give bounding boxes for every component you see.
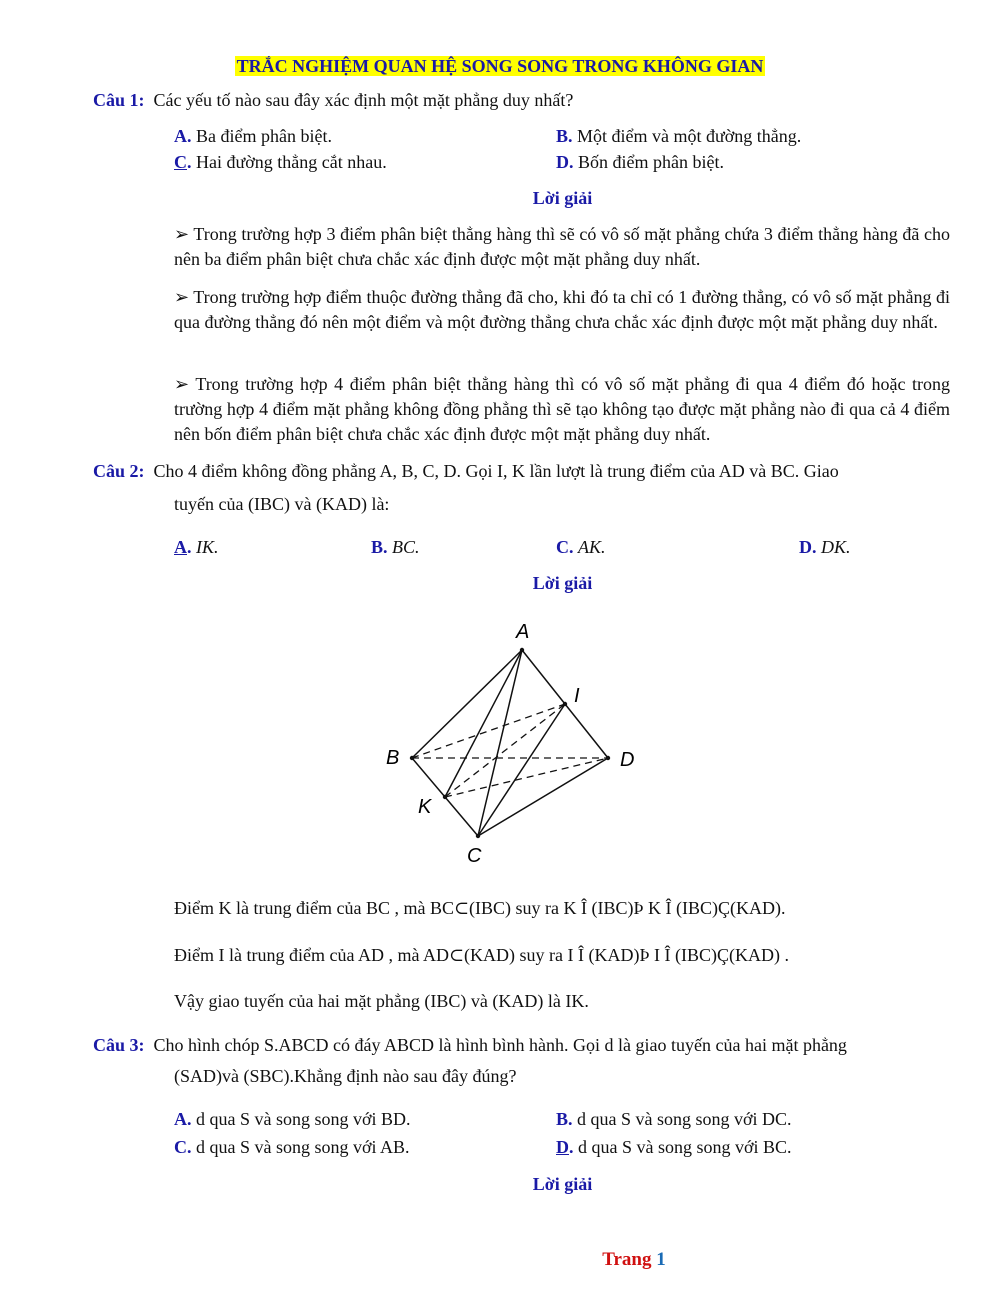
- option-text: d qua S và song song với BD.: [196, 1109, 411, 1129]
- option-letter-dot: .: [569, 1137, 574, 1157]
- option-letter: D.: [799, 537, 817, 557]
- question-2-line-2: tuyến của (IBC) và (KAD) là:: [174, 494, 390, 514]
- point-c: [476, 834, 480, 838]
- segment-kd-hidden: [445, 758, 608, 797]
- question-3-line-2: (SAD)và (SBC).Khẳng định nào sau đây đúng?: [174, 1066, 517, 1086]
- option-c: [174, 1137, 410, 1158]
- option-text: d qua S và song song với DC.: [577, 1109, 792, 1129]
- option-d-correct: [556, 1137, 792, 1158]
- label-a: A: [516, 621, 530, 643]
- bullet-arrow-icon: ➢: [174, 224, 190, 244]
- option-text: d qua S và song song với AB.: [196, 1137, 410, 1157]
- segment-ic: [478, 704, 565, 836]
- option-letter: B.: [556, 1109, 573, 1129]
- option-d: [556, 152, 724, 173]
- explanation-text: Trong trường hợp 3 điểm phân biệt thẳng hàng thì sẽ có vô số mặt phẳng chứa 3 điểm thẳng hàng đã cho nên ba điểm phân biệt chưa chắc xác định được một mặt phẳng duy nhất.: [174, 224, 950, 269]
- solution-heading: Lời giải: [532, 188, 593, 208]
- explanation-text: Trong trường hợp điểm thuộc đường thẳng đã cho, khi đó ta chỉ có 1 đường thẳng, có vô số mặt phẳng đi qua đường thẳng đó nên một điểm và một đường thẳng chưa chắc xác định được một mặt phẳng duy nhất.: [174, 287, 950, 332]
- solution-line-1: Điểm K là trung điểm của BC , mà BC⊂(IBC) suy ra K Î (IBC)Þ K Î (IBC)Ç(KAD).: [174, 898, 786, 918]
- page-title: TRẮC NGHIỆM QUAN HỆ SONG SONG TRONG KHÔNG GIAN: [236, 56, 764, 76]
- solution-heading: Lời giải: [532, 1174, 593, 1194]
- option-letter: C: [174, 152, 187, 172]
- solution-line-3: Vậy giao tuyến của hai mặt phẳng (IBC) và (KAD) là IK.: [174, 991, 589, 1011]
- label-b: B: [386, 747, 400, 769]
- solution-line-2: Điểm I là trung điểm của AD , mà AD⊂(KAD) suy ra I Î (KAD)Þ I Î (IBC)Ç(KAD) .: [174, 945, 789, 965]
- option-text: Một điểm và một đường thẳng.: [577, 126, 802, 146]
- bullet-arrow-icon: ➢: [174, 287, 190, 307]
- option-letter: A: [174, 537, 187, 557]
- option-text: BC.: [392, 537, 420, 557]
- explanation-1: [174, 222, 950, 272]
- point-d: [606, 756, 610, 760]
- option-letter: B.: [371, 537, 388, 557]
- question-2: [93, 461, 839, 482]
- option-letter: A.: [174, 126, 192, 146]
- question-text: Cho hình chóp S.ABCD có đáy ABCD là hình bình hành. Gọi d là giao tuyến của hai mặt phẳng: [153, 1035, 847, 1055]
- solution-heading: Lời giải: [532, 573, 593, 593]
- edge-cd: [478, 758, 608, 836]
- point-a: [520, 648, 524, 652]
- option-a: [174, 126, 332, 147]
- option-letter: C.: [174, 1137, 192, 1157]
- tetrahedron-figure: [370, 610, 670, 870]
- question-text: Các yếu tố nào sau đây xác định một mặt phẳng duy nhất?: [153, 90, 574, 110]
- explanation-text: Trong trường hợp 4 điểm phân biệt thẳng hàng thì có vô số mặt phẳng đi qua 4 điểm đó hoặc trong trường hợp 4 điểm mặt phẳng không đồng phẳng thì sẽ tạo không tạo được mặt phẳng nào đi qua cả 4 điểm nên bốn điểm phân biệt chưa chắc xác định được một mặt phẳng duy nhất.: [174, 374, 950, 444]
- option-letter: D.: [556, 152, 574, 172]
- edge-ab: [412, 650, 522, 758]
- label-c: C: [467, 845, 482, 867]
- question-1: [93, 90, 573, 111]
- option-c: [556, 537, 606, 558]
- option-letter: A.: [174, 1109, 192, 1129]
- option-a-correct: [174, 537, 219, 558]
- option-letter-dot: .: [187, 537, 192, 557]
- question-label: Câu 1:: [93, 90, 145, 110]
- option-text: DK.: [821, 537, 851, 557]
- option-letter: D: [556, 1137, 569, 1157]
- option-d: [799, 537, 851, 558]
- option-b: [371, 537, 420, 558]
- question-text: Cho 4 điểm không đồng phẳng A, B, C, D. Gọi I, K lần lượt là trung điểm của AD và BC. Giao: [153, 461, 839, 481]
- point-k: [443, 795, 447, 799]
- option-letter: B.: [556, 126, 573, 146]
- option-b: [556, 1109, 792, 1130]
- page-label: Trang: [602, 1249, 652, 1270]
- explanation-3: [174, 372, 950, 447]
- question-3: [93, 1035, 847, 1056]
- option-a: [174, 1109, 411, 1130]
- label-d: D: [620, 749, 635, 771]
- option-letter: C.: [556, 537, 574, 557]
- explanation-2: [174, 285, 950, 335]
- page-footer: [0, 1249, 1000, 1271]
- label-i: I: [574, 685, 580, 707]
- option-text: IK.: [196, 537, 219, 557]
- point-i: [563, 702, 567, 706]
- label-k: K: [418, 796, 432, 818]
- question-label: Câu 2:: [93, 461, 145, 481]
- bullet-arrow-icon: ➢: [174, 374, 190, 394]
- option-letter-dot: .: [187, 152, 192, 172]
- option-text: Hai đường thẳng cắt nhau.: [196, 152, 387, 172]
- page-number: 1: [656, 1249, 666, 1270]
- option-b: [556, 126, 801, 147]
- question-label: Câu 3:: [93, 1035, 145, 1055]
- option-text: Bốn điểm phân biệt.: [578, 152, 724, 172]
- option-c-correct: [174, 152, 387, 173]
- point-b: [410, 756, 414, 760]
- segment-ak: [445, 650, 522, 797]
- option-text: Ba điểm phân biệt.: [196, 126, 332, 146]
- segment-bi-hidden: [412, 704, 565, 758]
- option-text: AK.: [578, 537, 606, 557]
- option-text: d qua S và song song với BC.: [578, 1137, 792, 1157]
